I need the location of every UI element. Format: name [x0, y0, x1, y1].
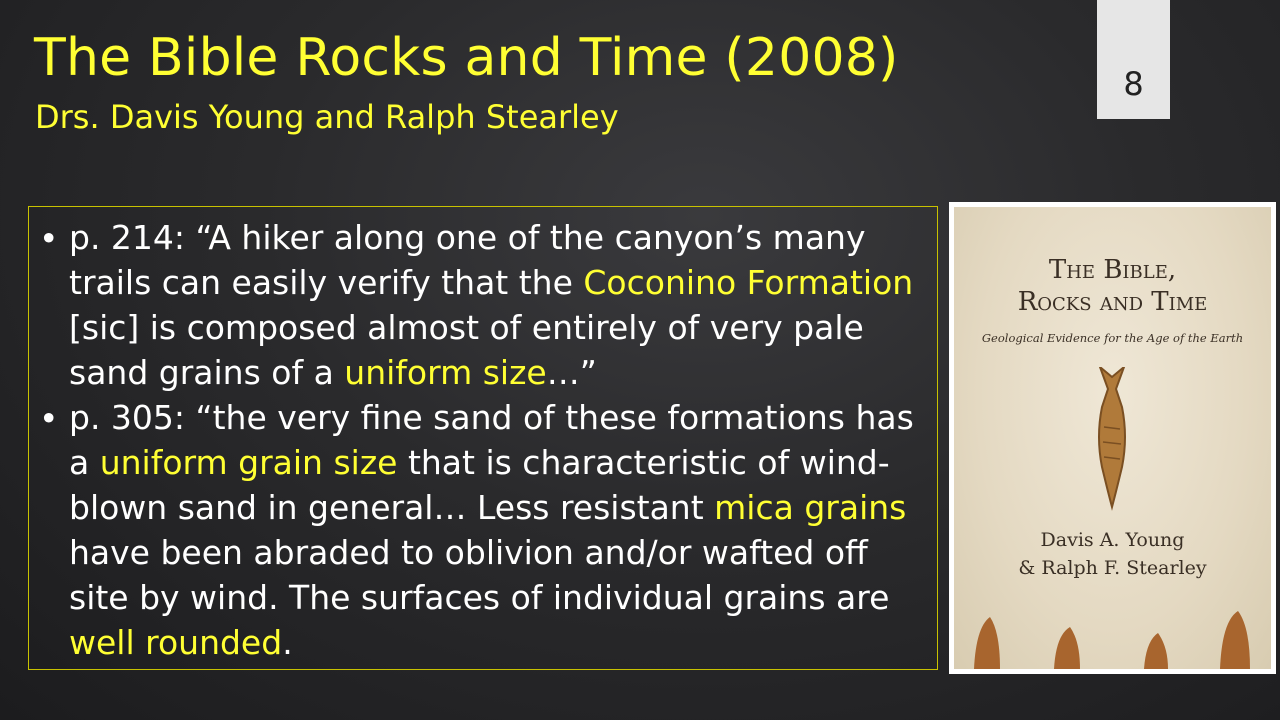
cover-title-line-2: Rocks and Time	[1017, 287, 1208, 317]
fossil-fish-icon	[1082, 367, 1142, 517]
quote-text: have been abraded to oblivion and/or wafted off site by wind. The surfaces of individual grains are	[69, 533, 890, 617]
bullet-marker: •	[39, 219, 59, 258]
quote-text: that is characteristic of wind-blown sand in general… Less resistant	[69, 443, 890, 527]
cover-author-line-1: Davis A. Young	[1040, 529, 1185, 551]
quote-paragraph-2	[69, 395, 929, 665]
bullet-marker: •	[39, 399, 59, 438]
slide-number: 8	[1097, 0, 1170, 119]
quote-text: [sic] is composed almost of entirely of very pale sand grains of a	[69, 308, 864, 392]
quote-box	[28, 206, 938, 670]
book-cover	[954, 207, 1271, 669]
highlight-text: uniform grain size	[99, 443, 398, 482]
slide-subtitle: Drs. Davis Young and Ralph Stearley	[35, 98, 619, 136]
fossil-fish-icon	[954, 607, 1271, 669]
highlight-text: Coconino Formation	[583, 263, 914, 302]
cover-author-line-2: & Ralph F. Stearley	[1018, 557, 1207, 579]
quote-text: …”	[546, 353, 597, 392]
highlight-text: uniform size	[344, 353, 547, 392]
highlight-text: well rounded	[69, 623, 283, 662]
slide-title: The Bible Rocks and Time (2008)	[34, 28, 899, 88]
cover-title-line-1: The Bible,	[1048, 255, 1177, 285]
book-cover-image	[949, 202, 1276, 674]
highlight-text: mica grains	[714, 488, 907, 527]
quote-text: p. 305: “the very fine sand of these formations has a	[69, 398, 914, 482]
quote-text: .	[282, 623, 293, 662]
cover-subtitle: Geological Evidence for the Age of the Earth	[981, 331, 1244, 345]
quote-paragraph-1	[69, 215, 929, 395]
quote-text: p. 214: “A hiker along one of the canyon’s many trails can easily verify that the	[69, 218, 866, 302]
